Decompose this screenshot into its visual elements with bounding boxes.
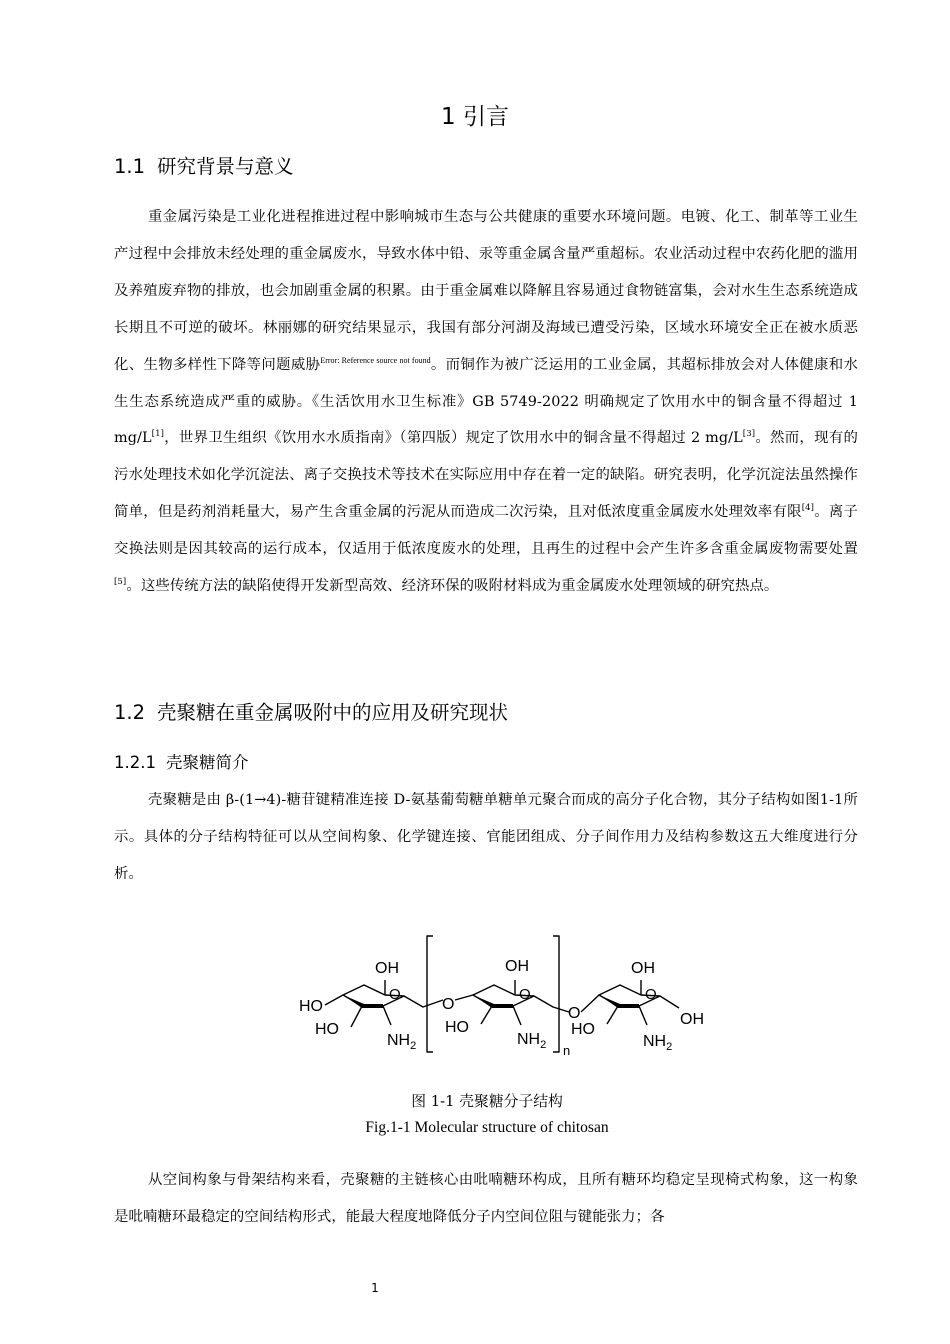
label-nh2: $NH_2$ xyxy=(517,1031,547,1051)
text-run: 。离子交换法则是因其较高的运行成本，仅适用于低浓度废水的处理，且再生的过程中会产生许多含重金属废物需要处置 xyxy=(114,504,858,558)
label-nh2: $NH_2$ xyxy=(387,1032,417,1052)
bond xyxy=(607,1006,618,1024)
bond xyxy=(383,1006,391,1025)
citation-4: [4] xyxy=(801,503,815,514)
citation-3: [3] xyxy=(742,429,756,440)
label-oh: OH xyxy=(375,960,399,977)
wedge xyxy=(618,1004,639,1008)
section-number: 1.1 xyxy=(114,155,146,178)
page-number: 1 xyxy=(371,1281,379,1295)
text-run: 。而铜作为被广泛运用的工业金属，其超标排放会对人体健康和水生生态系统造成严重的威胁。《生活饮用水卫生标准》GB 5749-2022 明确规定了饮用水中的铜含量不得超过 1 mg/L xyxy=(114,356,858,447)
text-run: 重金属污染是工业化进程推进过程中影响城市生态与公共健康的重要水环境问题。电镀、化工、制革等工业生产过程中会排放未经处理的重金属废水，导致水体中铅、汞等重金属含量严重超标。农业活动过程中农药化肥的滥用及养殖废弃物的排放，也会加剧重金属的积累。由于重金属难以降解且容易通过食物链富集，会对水生生态系统造成长期且不可逆的破坏。林丽娜的研究结果显示，我国有部分河湖及海域已遭受污染，区域水环境安全正在被水质恶化、生物多样性下降等问题威胁 xyxy=(114,209,858,373)
section-number: 1.2 xyxy=(114,701,146,724)
wedge xyxy=(343,995,364,1008)
label-repeat-n: n xyxy=(563,1043,571,1058)
text-run: ，世界卫生组织《饮用水水质指南》（第四版）规定了饮用水中的铜含量不得超过 2 mg/L xyxy=(164,430,743,447)
citation-1: [1] xyxy=(151,429,165,440)
figure-caption-en: Fig.1-1 Molecular structure of chitosan xyxy=(365,1119,609,1136)
bond xyxy=(660,996,679,1008)
citation-5: [5] xyxy=(114,577,127,588)
body-paragraph-3: 从空间构象与骨架结构来看，壳聚糖的主链核心由吡喃糖环构成，且所有糖环均稳定呈现椅式构象，这一构象是吡喃糖环最稳定的空间结构形式，能最大程度地降低分子内空间位阻与键能张力；各 xyxy=(114,1172,858,1225)
label-oh: OH xyxy=(505,958,529,975)
subsection-1-2-1-heading xyxy=(114,750,248,776)
bond xyxy=(404,996,443,1007)
section-title: 壳聚糖在重金属吸附中的应用及研究现状 xyxy=(157,701,509,724)
reference-error-note: Error: Reference source not found xyxy=(320,355,431,365)
text-run: 。这些传统方法的缺陷使得开发新型高效、经济环保的吸附材料成为重金属废水处理领域的研究热点。 xyxy=(126,578,779,595)
figure-caption-cn: 图 1-1 壳聚糖分子结构 xyxy=(411,1093,563,1110)
wedge xyxy=(473,995,494,1008)
subsection-title: 壳聚糖简介 xyxy=(165,753,249,772)
chitosan-structure-diagram xyxy=(295,928,725,1068)
label-ring-o: O xyxy=(519,986,531,1003)
subsection-number: 1.2.1 xyxy=(114,753,156,772)
label-oh: OH xyxy=(631,960,655,977)
label-bridge-o: O xyxy=(442,996,455,1013)
label-ho: HO xyxy=(315,1021,339,1038)
label-ring-o: O xyxy=(389,986,401,1003)
label-oh: OH xyxy=(680,1011,704,1028)
section-1-1-heading xyxy=(114,152,294,182)
label-bridge-o: O xyxy=(568,1005,581,1022)
label-ho: HO xyxy=(445,1019,469,1036)
chapter-title: 1 引言 xyxy=(441,104,509,130)
bracket-left xyxy=(427,936,433,1052)
bond xyxy=(325,995,343,1005)
section-title: 研究背景与意义 xyxy=(157,155,294,178)
bond xyxy=(534,996,569,1012)
bond xyxy=(513,1006,521,1025)
label-ho: HO xyxy=(299,998,323,1015)
wedge xyxy=(599,995,620,1008)
bond xyxy=(481,1006,492,1024)
label-ho: HO xyxy=(571,1021,595,1038)
label-nh2: $NH_2$ xyxy=(643,1033,673,1053)
label-ring-o: O xyxy=(645,986,657,1003)
section-1-2-heading xyxy=(114,698,508,728)
bond xyxy=(581,995,599,1012)
body-paragraph-1 xyxy=(114,199,858,605)
wedge xyxy=(362,1004,383,1008)
chitosan-structure-figure xyxy=(295,928,725,1068)
bond xyxy=(455,995,473,1000)
bracket-right xyxy=(553,936,559,1052)
bond xyxy=(639,1006,647,1025)
bond xyxy=(351,1006,362,1027)
body-paragraph-2: 壳聚糖是由 β-(1→4)-糖苷键精准连接 D-氨基葡萄糖单糖单元聚合而成的高分子化合物，其分子结构如图1-1所示。具体的分子结构特征可以从空间构象、化学键连接、官能团组成、分子间作用力及结构参数这五大维度进行分析。 xyxy=(114,792,858,882)
text-run: 。然而，现有的污水处理技术如化学沉淀法、离子交换技术等技术在实际应用中存在着一定的缺陷。研究表明，化学沉淀法虽然操作简单，但是药剂消耗量大，易产生含重金属的污泥从而造成二次污染，且对低浓度重金属废水处理效率有限 xyxy=(114,430,859,521)
wedge xyxy=(492,1004,513,1008)
